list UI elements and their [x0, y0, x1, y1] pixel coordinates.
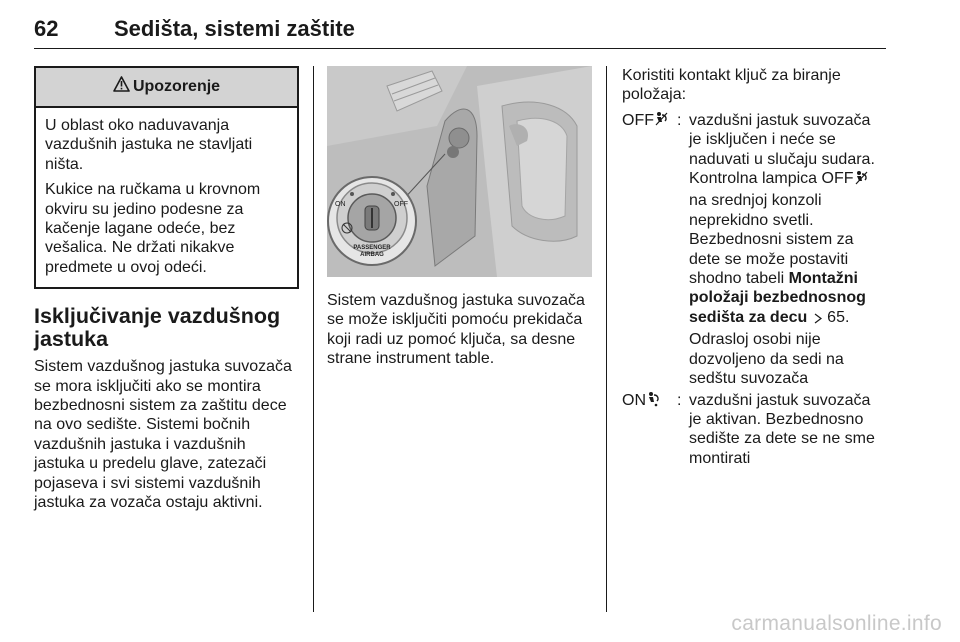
warning-box — [34, 66, 299, 289]
def-text: Odrasloj osobi nije dozvoljeno da sedi na sedštu suvozača — [689, 331, 844, 388]
definition-off — [689, 111, 884, 389]
warning-triangle-icon — [113, 76, 133, 97]
page-reference-icon — [813, 311, 823, 330]
figure-caption: Sistem vazdušnog jastuka suvozača se može isključiti pomoću prekidača koji radi uz pomoć ključa, sa desne strane instrument table. — [327, 292, 585, 368]
right-column — [622, 66, 884, 468]
column-divider — [313, 66, 314, 612]
switch-on-label: ON — [335, 201, 346, 208]
switch-off-label: OFF — [394, 201, 408, 208]
positions-intro: Koristiti kontakt ključ za biranje položaja: — [622, 67, 841, 104]
page-header — [34, 10, 886, 49]
airbag-off-icon — [855, 170, 868, 191]
page-ref-number: 65. — [822, 308, 850, 326]
section-heading: Isključivanje vazdušnog jastuka — [34, 304, 281, 352]
airbag-off-icon — [655, 111, 668, 132]
switch-label-line2: AIRBAG — [360, 252, 384, 258]
positions-list — [622, 111, 884, 468]
term-colon: : — [677, 111, 682, 129]
table-reference: Montažni položaji bezbednosnog sedišta za decu — [689, 270, 866, 326]
page-title: Sedišta, sistemi zaštite — [114, 16, 355, 41]
section-body: Sistem vazdušnog jastuka suvozača se mora isključiti ako se montira bezbednosni sistem za zaštitu dece na ovo sedište. Sistemi bočnih vazdušnih jastuka i vazdušnih jastuka u predelu glave, zatezači pojaseva i svi sistemi vazdušnih jastuka za vozača ostaju aktivni. — [34, 358, 292, 512]
warning-header — [36, 68, 297, 108]
term-colon: : — [677, 391, 682, 409]
term-label: ON — [622, 391, 646, 409]
middle-column — [327, 66, 592, 369]
page-number: 62 — [34, 16, 59, 41]
term-label: OFF — [622, 111, 654, 129]
watermark: carmanualsonline.info — [731, 612, 942, 635]
column-divider — [606, 66, 607, 612]
term-off — [622, 111, 677, 389]
definition-on: vazdušni jastuk suvozača je aktivan. Bezbednosno sedište za dete se ne sme montirati — [689, 391, 875, 467]
def-text: vazdušni jastuk suvozača je isključen i neće se naduvati u slučaju sudara. Kontrolna lampica OFF — [689, 111, 875, 188]
airbag-switch-figure — [327, 66, 592, 277]
warning-paragraph: Kukice na ručkama u krovnom okviru su jedino podesne za kačenje lagane odeće, bez vešalica. Ne držati nikakve predmete u ovoj odeći. — [45, 181, 261, 276]
warning-body — [36, 108, 297, 287]
left-column — [34, 66, 299, 513]
term-on — [622, 391, 677, 469]
airbag-on-icon — [647, 391, 660, 412]
def-text: na srednjoj konzoli neprekidno svetli. Bezbednosni sistem za dete se može postaviti shodno tabeli — [689, 192, 854, 288]
warning-title: Upozorenje — [132, 78, 221, 96]
warning-paragraph: U oblast oko naduvavanja vazdušnih jastuka ne stavljati ništa. — [45, 117, 253, 173]
switch-label-line1: PASSENGER — [353, 245, 391, 251]
